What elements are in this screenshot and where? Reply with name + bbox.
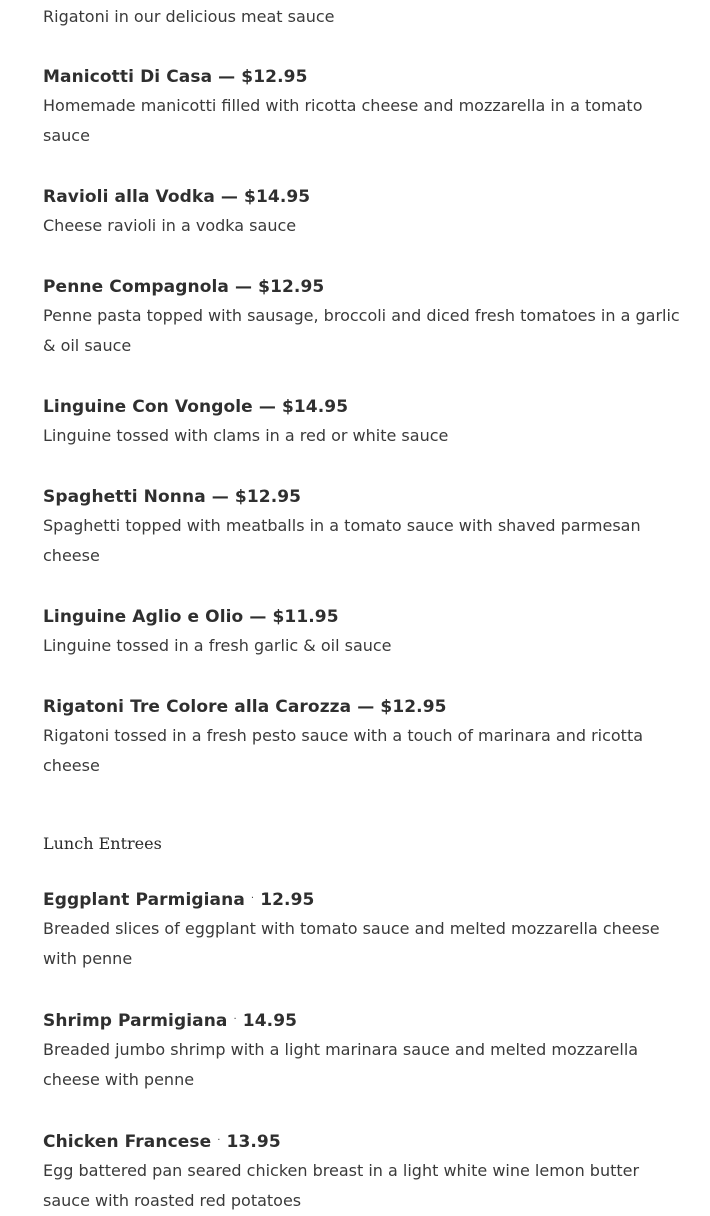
item-description: Breaded jumbo shrimp with a light marinara sauce and melted mozzarella cheese with penne (43, 1040, 639, 1089)
item-price: 14.95 (242, 1011, 298, 1031)
item-title: Rigatoni Tre Colore alla Carozza — $12.95 (43, 697, 447, 717)
separator-dot: · (233, 1014, 237, 1025)
item-name: Shrimp Parmigiana (43, 1011, 228, 1031)
item-title (43, 887, 688, 912)
item-price: 13.95 (226, 1132, 281, 1152)
menu-item-rigatoni-tre-colore (43, 695, 688, 781)
item-name: Chicken Francese (43, 1132, 212, 1152)
menu-item-shrimp-parmigiana (43, 1008, 688, 1095)
menu-item-linguine-vongole (43, 395, 688, 451)
item-title (43, 1129, 688, 1154)
separator-dot: · (217, 1135, 221, 1146)
section-heading-lunch-entrees: Lunch Entrees (43, 834, 162, 853)
menu-item-manicotti (43, 65, 688, 151)
menu-item-linguine-aglio (43, 605, 688, 661)
item-title: Penne Compagnola — $12.95 (43, 277, 325, 297)
item-description: Cheese ravioli in a vodka sauce (43, 216, 297, 235)
menu-content (43, 0, 688, 1216)
menu-item-spaghetti-nonna (43, 485, 688, 571)
separator-dot: · (250, 893, 255, 904)
item-title (43, 1008, 688, 1033)
item-title: Linguine Con Vongole — $14.95 (43, 397, 349, 417)
item-description: Spaghetti topped with meatballs in a tomato sauce with shaved parmesan cheese (43, 516, 641, 565)
item-description: Linguine tossed in a fresh garlic & oil sauce (43, 636, 392, 655)
item-title: Ravioli alla Vodka — $14.95 (43, 187, 311, 207)
item-price: 12.95 (260, 890, 315, 910)
menu-item-ravioli (43, 185, 688, 241)
item-description: Homemade manicotti filled with ricotta cheese and mozzarella in a tomato sauce (43, 96, 643, 145)
item-description: Rigatoni tossed in a fresh pesto sauce with a touch of marinara and ricotta cheese (43, 726, 644, 775)
item-name: Eggplant Parmigiana (43, 890, 245, 910)
item-title: Spaghetti Nonna — $12.95 (43, 487, 302, 507)
item-description: Breaded slices of eggplant with tomato sauce and melted mozzarella cheese with penne (43, 919, 660, 968)
item-title: Linguine Aglio e Olio — $11.95 (43, 607, 339, 627)
item-description: Egg battered pan seared chicken breast in a light white wine lemon butter sauce with roasted red potatoes (43, 1161, 640, 1210)
item-title: Manicotti Di Casa — $12.95 (43, 67, 308, 87)
item-description: Linguine tossed with clams in a red or white sauce (43, 426, 449, 445)
item-description: Penne pasta topped with sausage, broccoli and diced fresh tomatoes in a garlic & oil sauce (43, 306, 680, 355)
menu-item-penne (43, 275, 688, 361)
item-description: Rigatoni in our delicious meat sauce (43, 7, 335, 26)
menu-item-chicken-francese (43, 1129, 688, 1216)
menu-item-eggplant-parmigiana (43, 887, 688, 974)
